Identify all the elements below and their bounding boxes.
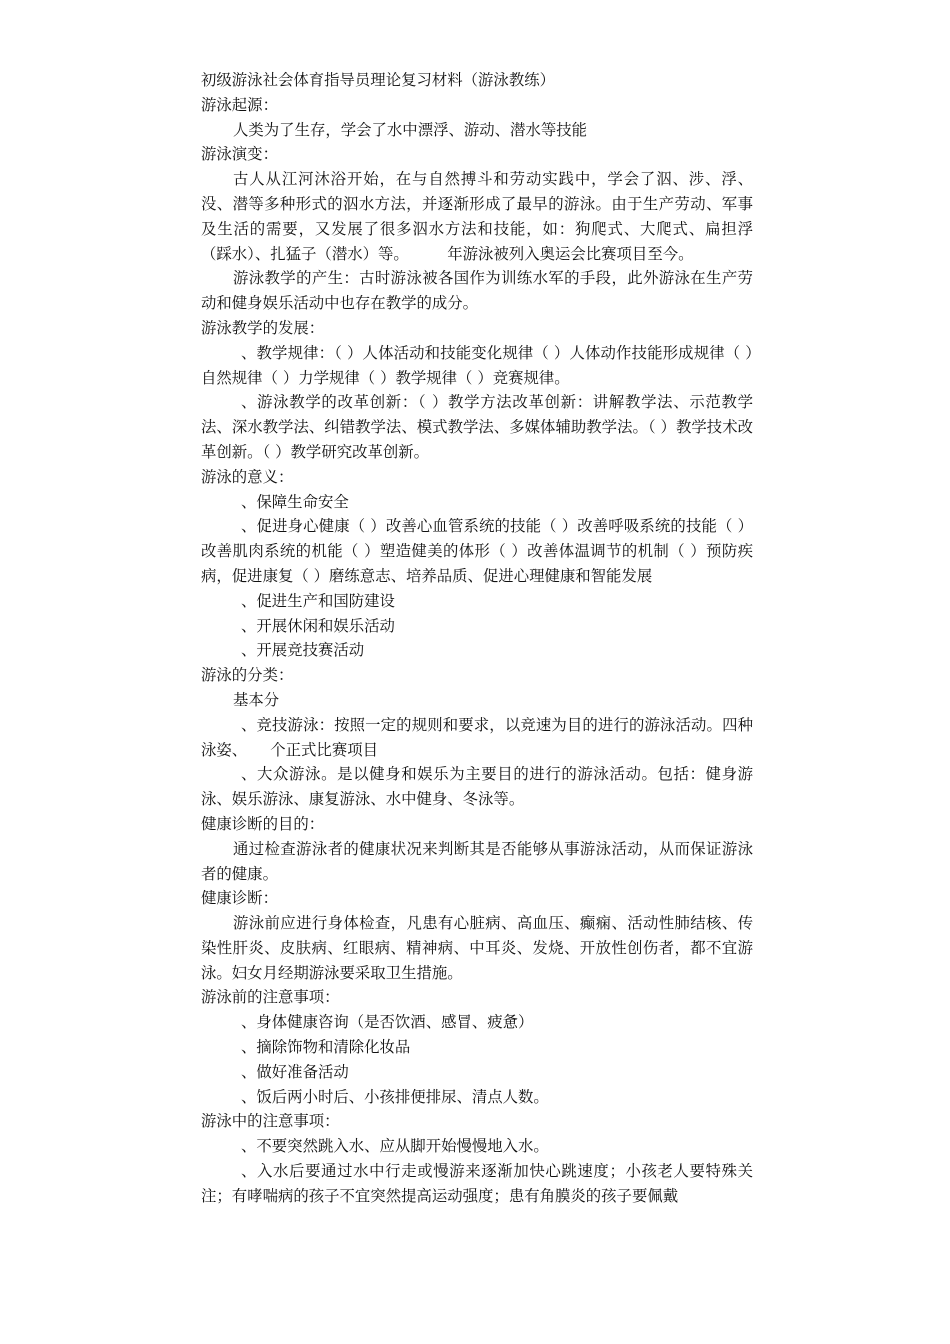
paragraph: 、开展休闲和娱乐活动: [241, 616, 395, 635]
paragraph: 、入水后要通过水中行走或慢游来逐渐加快心跳速度；小孩老人要特殊关注；有哮喘病的孩子不宜突然提高运动强度；患有角膜炎的孩子要佩戴: [201, 1162, 753, 1205]
section-heading: 游泳演变：: [201, 145, 278, 164]
paragraph: 古人从江河沐浴开始，在与自然搏斗和劳动实践中，学会了泅、涉、浮、没、潜等多种形式的泅水方法，并逐渐形成了最早的游泳。由于生产劳动、军事及生活的需要，又发展了很多泅水方法和技能，如：狗爬式、大爬式、扁担浮（踩水）、扎猛子（潜水）等。 年游泳被列入奥运会比赛项目至今。: [201, 170, 753, 263]
paragraph: 、游泳教学的改革创新：（ ）教学方法改革创新：讲解教学法、示范教学法、深水教学法、纠错教学法、模式教学法、多媒体辅助教学法。（ ）教学技术改革创新。（ ）教学研究改革创新。: [201, 393, 753, 461]
paragraph: 、饭后两小时后、小孩排便排尿、清点人数。: [241, 1087, 549, 1106]
paragraph: 通过检查游泳者的健康状况来判断其是否能够从事游泳活动，从而保证游泳者的健康。: [201, 839, 753, 883]
section-heading: 游泳的意义：: [201, 467, 294, 486]
paragraph: 、做好准备活动: [241, 1062, 349, 1081]
paragraph: 游泳教学的产生：古时游泳被各国作为训练水军的手段，此外游泳在生产劳动和健身娱乐活动中也存在教学的成分。: [201, 269, 753, 313]
paragraph: 基本分: [233, 690, 280, 709]
section-heading: 游泳前的注意事项：: [201, 988, 340, 1007]
section-heading: 游泳起源：: [201, 95, 278, 114]
paragraph: 、促进身心健康（ ）改善心血管系统的技能（ ）改善呼吸系统的技能（ ）改善肌肉系统的机能（ ）塑造健美的体形（ ）改善体温调节的机制（ ）预防疾病，促进康复（ ）磨练意志、培养品质、促进心理健康和智能发展: [201, 517, 753, 585]
paragraph: 、保障生命安全: [241, 492, 349, 511]
section-heading: 游泳的分类：: [201, 666, 294, 685]
paragraph: 、竞技游泳：按照一定的规则和要求，以竞速为目的进行的游泳活动。四种泳姿、 个正式比赛项目: [201, 715, 753, 759]
paragraph: 、身体健康咨询（是否饮酒、感冒、疲惫）: [241, 1013, 534, 1032]
paragraph: 、教学规律：（ ）人体活动和技能变化规律（ ）人体动作技能形成规律（ ）自然规律（ ）力学规律（ ）教学规律（ ）竞赛规律。: [201, 343, 753, 387]
paragraph: 、促进生产和国防建设: [241, 591, 395, 610]
paragraph: 人类为了生存，学会了水中漂浮、游动、潜水等技能: [233, 120, 587, 139]
section-heading: 健康诊断的目的：: [201, 814, 325, 833]
paragraph: 游泳前应进行身体检查，凡患有心脏病、高血压、癫痫、活动性肺结核、传染性肝炎、皮肤病、红眼病、精神病、中耳炎、发烧、开放性创伤者，都不宜游泳。妇女月经期游泳要采取卫生措施。: [201, 914, 753, 982]
paragraph: 、不要突然跳入水、应从脚开始慢慢地入水。: [241, 1137, 549, 1156]
section-heading: 游泳教学的发展：: [201, 318, 325, 337]
document-body: [201, 68, 753, 1209]
document-title: 初级游泳社会体育指导员理论复习材料（游泳教练）: [201, 71, 555, 89]
section-heading: 游泳中的注意事项：: [201, 1112, 340, 1131]
paragraph: 、摘除饰物和清除化妆品: [241, 1038, 411, 1057]
paragraph: 、大众游泳。是以健身和娱乐为主要目的进行的游泳活动。包括：健身游泳、娱乐游泳、康复游泳、水中健身、冬泳等。: [201, 765, 753, 809]
section-heading: 健康诊断：: [201, 889, 278, 908]
paragraph: 、开展竞技赛活动: [241, 641, 365, 660]
